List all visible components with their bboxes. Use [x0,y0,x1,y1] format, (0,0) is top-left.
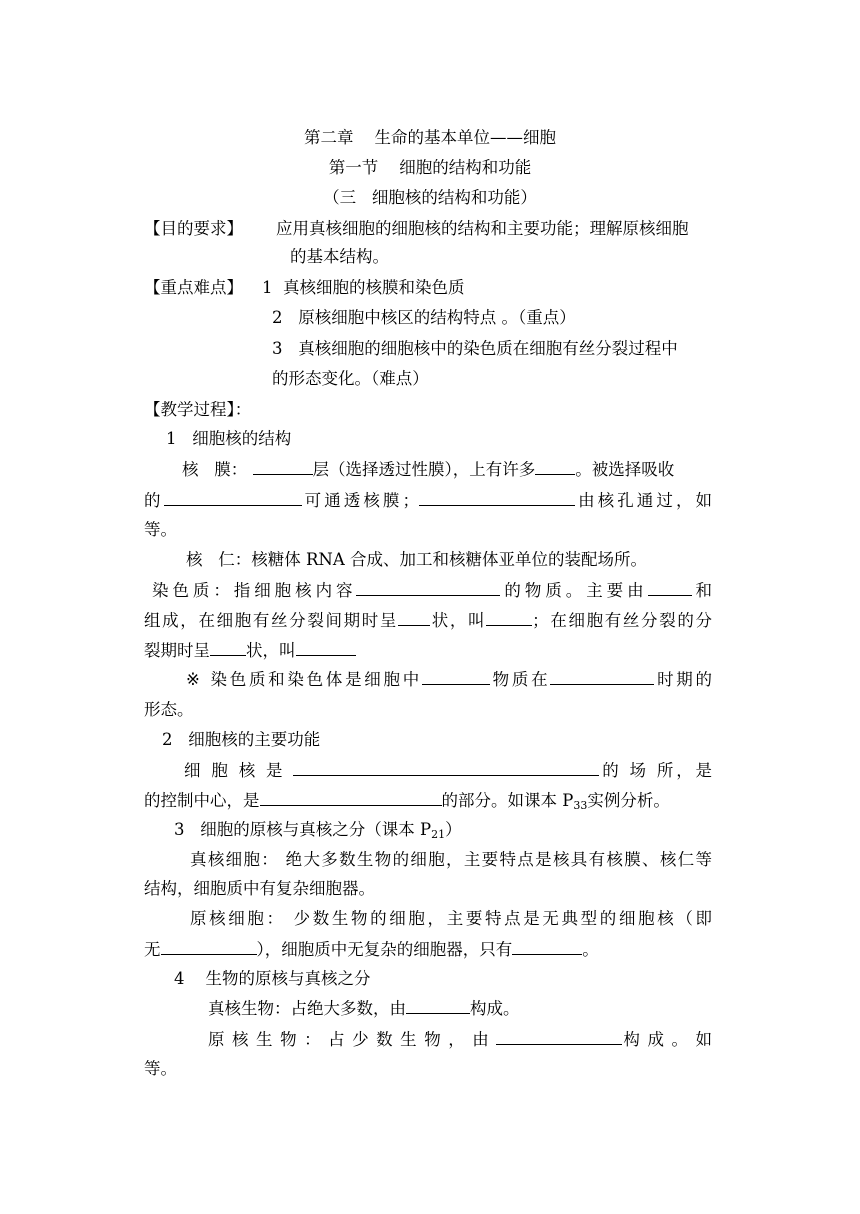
blank-same-substance[interactable] [422,667,490,685]
nuclear-membrane-line-1: 核 膜： 层（选择透过性膜），上有许多 。被选择吸收 [182,457,674,482]
note-line-1: ※ 染色质和染色体是细胞中 物质在 时期的 [186,667,712,692]
blank-mitosis-name[interactable] [296,638,356,656]
process-label: 【教学过程】： [144,400,252,419]
prokaryote-line-2: 等。 [144,1059,177,1078]
blank-no-nuclear-envelope[interactable] [161,937,257,955]
blank-function-storage[interactable] [293,758,599,776]
chromatin-line-1: 染色质：指细胞核内容 的物质。主要由 和 [152,578,712,603]
section-2-heading: 2 细胞核的主要功能 [162,730,321,749]
chromatin-line-3: 裂期时呈 状，叫 [144,638,356,663]
chromatin-line-2: 组成，在细胞有丝分裂间期时呈 状，叫 ；在细胞有丝分裂的分 [144,608,712,633]
eukaryote-line: 真核生物：占绝大多数，由 构成。 [208,996,520,1021]
prokaryotic-cell-line-2: 无 ），细胞质中无复杂的细胞器，只有 。 [144,937,599,962]
function-line-2: 的控制中心，是 的部分。如课本 $P_{33}$实例分析。 [144,788,670,813]
prokaryotic-cell-line-1: 原核细胞： 少数生物的细胞，主要特点是无典型的细胞核（即 [190,909,712,928]
subsection-title: （三 细胞核的结构和功能） [323,188,537,207]
blank-chromatin-component-1[interactable] [648,578,692,596]
blank-eukaryote-composition[interactable] [406,996,470,1014]
section-1-heading: 1 细胞核的结构 [166,429,292,448]
blank-interphase-name[interactable] [486,608,532,626]
objectives-text-2: 的基本结构。 [290,247,389,266]
blank-only-organelle[interactable] [512,937,582,955]
objectives-label: 【目的要求】 [144,219,243,238]
keypoints-label: 【重点难点】 [144,278,243,297]
function-line-1: 细 胞 核 是 的 场 所，是 [184,758,712,783]
blank-pore-substances[interactable] [419,488,575,506]
blank-membrane-layers[interactable] [253,457,313,475]
reference-mark-icon: ※ [186,670,203,689]
section-title: 第一节 细胞的结构和功能 [328,158,532,177]
eukaryotic-cell-line-2: 结构，细胞质中有复杂细胞器。 [144,879,375,898]
note-line-2: 形态。 [144,700,194,719]
blank-interphase-shape[interactable] [398,608,430,626]
blank-nuclear-pores[interactable] [535,457,575,475]
keypoint-3: 3 真核细胞的细胞核中的染色质在细胞有丝分裂过程中 [272,339,678,358]
keypoint-2: 2 原核细胞中核区的结构特点 。（重点） [272,308,576,327]
blank-different-periods[interactable] [550,667,654,685]
section-4-heading: 4 生物的原核与真核之分 [174,969,371,988]
nucleolus-line: 核 仁：核糖体 RNA 合成、加工和核糖体亚单位的装配场所。 [186,550,648,569]
nuclear-membrane-line-2: 的 可通透核膜； 由核孔通过，如 [144,488,712,513]
blank-chromatin-stain[interactable] [356,578,500,596]
blank-absorbed-substances[interactable] [164,488,302,506]
blank-prokaryote-composition[interactable] [496,1027,622,1045]
keypoint-1: 1 真核细胞的核膜和染色质 [262,278,465,297]
blank-function-control[interactable] [260,788,442,806]
eukaryotic-cell-line-1: 真核细胞： 绝大多数生物的细胞，主要特点是核具有核膜、核仁等 [190,850,712,869]
blank-mitosis-shape[interactable] [210,638,246,656]
prokaryote-line-1: 原 核 生 物 ： 占 少 数 生 物 ， 由 构 成 。 如 [208,1027,712,1052]
chapter-title: 第二章 生命的基本单位——细胞 [304,128,556,147]
objectives-text-1: 应用真核细胞的细胞核的结构和主要功能；理解原核细胞 [276,219,689,238]
nuclear-membrane-line-3: 等。 [144,520,177,539]
section-3-heading: 3 细胞的原核与真核之分（课本 $P_{21}$） [174,820,462,841]
keypoint-3-continued: 的形态变化。（难点） [272,369,429,388]
